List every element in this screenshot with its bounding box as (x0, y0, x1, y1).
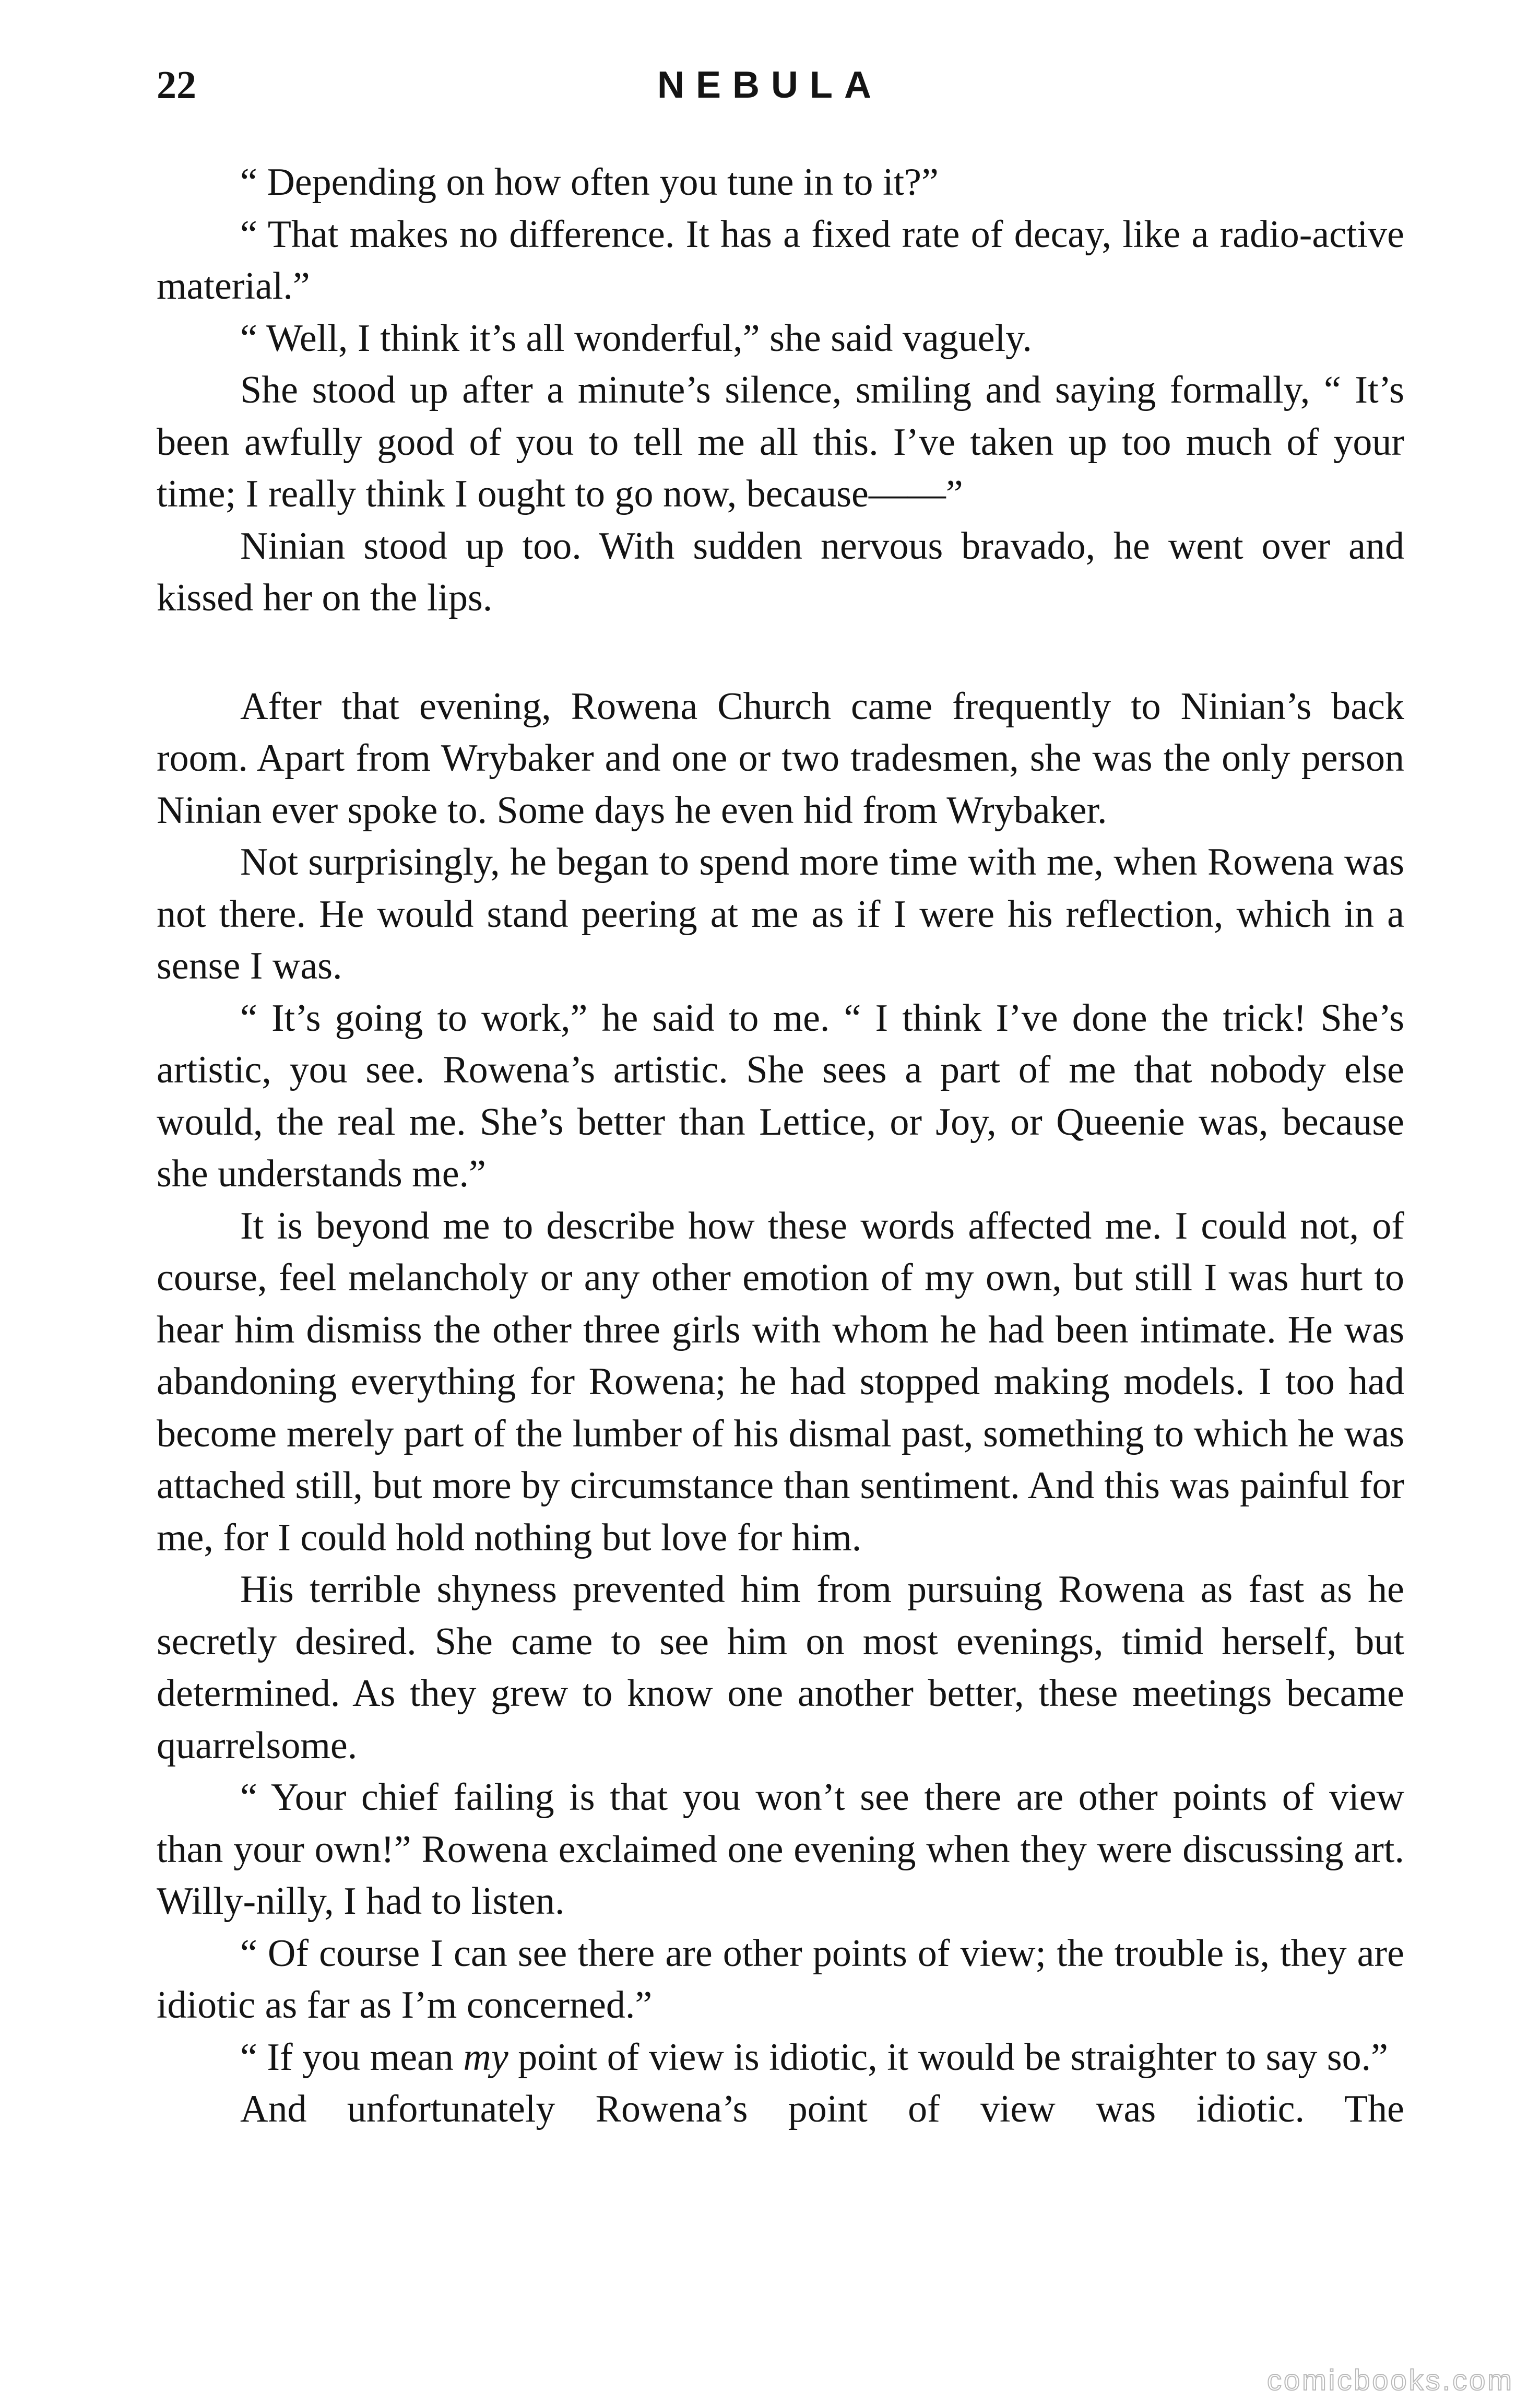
paragraph: “ That makes no difference. It has a fixed rate of decay, like a radio-active material.” (157, 213, 1404, 308)
paragraph-section-start: After that evening, Rowena Church came frequently to Ninian’s back room. Apart from Wrybaker and one or two tradesmen, she was the only person Ninian ever spoke to. Some days he even hid from Wrybaker. (157, 685, 1404, 832)
paragraph: “ Depending on how often you tune in to it?” (240, 161, 939, 204)
paragraph: She stood up after a minute’s silence, smiling and saying formally, “ It’s been awfully good of you to tell me all this. I’ve taken up too much of your time; I really think I ought to go now, because——” (157, 369, 1404, 515)
paragraph: It is beyond me to describe how these words affected me. I could not, of course, feel melancholy or any other emotion of my own, but still I was hurt to hear him dismiss the other three girls with whom he had been intimate. He was abandoning everything for Rowena; he had stopped making models. I too had become merely part of the lumber of his dismal past, something to which he was attached still, but more by circumstance than sentiment. And this was painful for me, for I could hold nothing but love for him. (157, 1204, 1404, 1559)
paragraph: His terrible shyness prevented him from pursuing Rowena as fast as he secretly desired. She came to see him on most evenings, timid herself, but determined. As they grew to know one another better, these meetings became quarrelsome. (157, 1568, 1404, 1767)
paragraph-continued: And unfortunately Rowena’s point of view was idiotic. The (240, 2088, 1404, 2130)
paragraph: “ Your chief failing is that you won’t see there are other points of view than your own!” Rowena exclaimed one evening when they were discussing art. Willy-nilly, I had to listen. (157, 1776, 1404, 1923)
running-title: NEBULA (657, 64, 883, 106)
text-run: point of view is idiotic, it would be straighter to say so.” (508, 2035, 1388, 2079)
body-text (157, 157, 1404, 2136)
paragraph (157, 2032, 1404, 2084)
emphasis: my (463, 2035, 508, 2079)
paragraph: “ Of course I can see there are other points of view; the trouble is, they are idiotic as far as I’m concerned.” (157, 1932, 1404, 2027)
page-number: 22 (157, 63, 196, 107)
paragraph: “ It’s going to work,” he said to me. “ I think I’ve done the trick! She’s artistic, you see. Rowena’s artistic. She sees a part of me that nobody else would, the real me. She’s better than Lettice, or Joy, or Queenie was, because she understands me.” (157, 996, 1404, 1195)
watermark: comicbooks.com (1266, 2363, 1514, 2396)
paragraph: Ninian stood up too. With sudden nervous bravado, he went over and kissed her on the lips. (157, 524, 1404, 619)
paragraph: “ Well, I think it’s all wonderful,” she said vaguely. (240, 316, 1032, 360)
text-run: “ If you mean (240, 2035, 464, 2079)
page-header (0, 0, 1540, 125)
paragraph: Not surprisingly, he began to spend more time with me, when Rowena was not there. He would stand peering at me as if I were his reflection, which in a sense I was. (157, 841, 1404, 987)
